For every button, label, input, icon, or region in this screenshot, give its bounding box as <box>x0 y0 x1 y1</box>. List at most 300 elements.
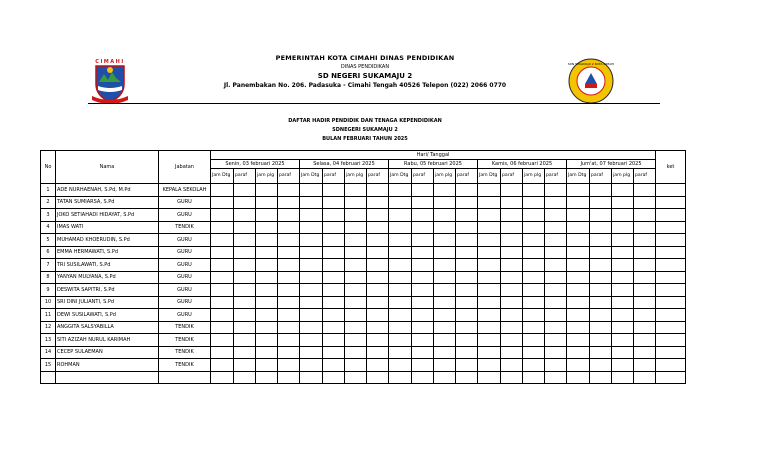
attendance-cell[interactable] <box>256 346 278 359</box>
attendance-cell[interactable] <box>211 321 234 334</box>
attendance-cell[interactable] <box>300 259 323 272</box>
attendance-cell[interactable] <box>612 296 634 309</box>
ket-cell[interactable] <box>656 271 686 284</box>
attendance-cell[interactable] <box>211 209 234 222</box>
attendance-cell[interactable] <box>300 359 323 372</box>
attendance-cell[interactable] <box>434 359 456 372</box>
attendance-cell[interactable] <box>590 371 612 384</box>
attendance-cell[interactable] <box>612 196 634 209</box>
attendance-cell[interactable] <box>545 334 567 347</box>
attendance-cell[interactable] <box>590 196 612 209</box>
attendance-cell[interactable] <box>478 246 501 259</box>
attendance-cell[interactable] <box>256 296 278 309</box>
attendance-cell[interactable] <box>278 271 300 284</box>
attendance-cell[interactable] <box>367 284 389 297</box>
attendance-cell[interactable] <box>345 284 367 297</box>
attendance-cell[interactable] <box>367 184 389 197</box>
attendance-cell[interactable] <box>434 234 456 247</box>
attendance-cell[interactable] <box>412 259 434 272</box>
attendance-cell[interactable] <box>412 296 434 309</box>
attendance-cell[interactable] <box>300 184 323 197</box>
attendance-cell[interactable] <box>478 371 501 384</box>
attendance-cell[interactable] <box>367 321 389 334</box>
attendance-cell[interactable] <box>412 359 434 372</box>
attendance-cell[interactable] <box>501 184 523 197</box>
attendance-cell[interactable] <box>545 284 567 297</box>
attendance-cell[interactable] <box>456 221 478 234</box>
attendance-cell[interactable] <box>256 259 278 272</box>
attendance-cell[interactable] <box>634 246 656 259</box>
attendance-cell[interactable] <box>256 271 278 284</box>
attendance-cell[interactable] <box>412 321 434 334</box>
attendance-cell[interactable] <box>256 284 278 297</box>
attendance-cell[interactable] <box>300 271 323 284</box>
attendance-cell[interactable] <box>456 359 478 372</box>
attendance-cell[interactable] <box>501 359 523 372</box>
attendance-cell[interactable] <box>567 234 590 247</box>
attendance-cell[interactable] <box>345 196 367 209</box>
attendance-cell[interactable] <box>434 271 456 284</box>
attendance-cell[interactable] <box>234 309 256 322</box>
attendance-cell[interactable] <box>234 221 256 234</box>
attendance-cell[interactable] <box>612 184 634 197</box>
attendance-cell[interactable] <box>278 346 300 359</box>
attendance-cell[interactable] <box>456 196 478 209</box>
attendance-cell[interactable] <box>345 359 367 372</box>
attendance-cell[interactable] <box>345 246 367 259</box>
attendance-cell[interactable] <box>345 321 367 334</box>
attendance-cell[interactable] <box>367 234 389 247</box>
attendance-cell[interactable] <box>434 209 456 222</box>
attendance-cell[interactable] <box>389 334 412 347</box>
attendance-cell[interactable] <box>456 184 478 197</box>
attendance-cell[interactable] <box>501 371 523 384</box>
attendance-cell[interactable] <box>478 196 501 209</box>
attendance-cell[interactable] <box>590 259 612 272</box>
attendance-cell[interactable] <box>478 221 501 234</box>
attendance-cell[interactable] <box>412 196 434 209</box>
attendance-cell[interactable] <box>456 284 478 297</box>
attendance-cell[interactable] <box>478 309 501 322</box>
attendance-cell[interactable] <box>478 184 501 197</box>
attendance-cell[interactable] <box>523 284 545 297</box>
attendance-cell[interactable] <box>478 334 501 347</box>
attendance-cell[interactable] <box>545 359 567 372</box>
ket-cell[interactable] <box>656 221 686 234</box>
attendance-cell[interactable] <box>456 246 478 259</box>
attendance-cell[interactable] <box>590 184 612 197</box>
attendance-cell[interactable] <box>278 284 300 297</box>
attendance-cell[interactable] <box>278 221 300 234</box>
attendance-cell[interactable] <box>456 321 478 334</box>
attendance-cell[interactable] <box>389 234 412 247</box>
attendance-cell[interactable] <box>323 259 345 272</box>
attendance-cell[interactable] <box>211 259 234 272</box>
attendance-cell[interactable] <box>389 209 412 222</box>
attendance-cell[interactable] <box>367 359 389 372</box>
attendance-cell[interactable] <box>300 371 323 384</box>
attendance-cell[interactable] <box>300 284 323 297</box>
attendance-cell[interactable] <box>434 284 456 297</box>
attendance-cell[interactable] <box>412 284 434 297</box>
ket-cell[interactable] <box>656 321 686 334</box>
attendance-cell[interactable] <box>634 196 656 209</box>
attendance-cell[interactable] <box>323 221 345 234</box>
attendance-cell[interactable] <box>456 309 478 322</box>
attendance-cell[interactable] <box>367 196 389 209</box>
attendance-cell[interactable] <box>300 309 323 322</box>
attendance-cell[interactable] <box>367 296 389 309</box>
attendance-cell[interactable] <box>389 246 412 259</box>
attendance-cell[interactable] <box>523 309 545 322</box>
attendance-cell[interactable] <box>412 221 434 234</box>
attendance-cell[interactable] <box>278 309 300 322</box>
attendance-cell[interactable] <box>590 284 612 297</box>
attendance-cell[interactable] <box>211 371 234 384</box>
attendance-cell[interactable] <box>323 196 345 209</box>
attendance-cell[interactable] <box>590 296 612 309</box>
attendance-cell[interactable] <box>612 221 634 234</box>
attendance-cell[interactable] <box>545 209 567 222</box>
attendance-cell[interactable] <box>300 221 323 234</box>
attendance-cell[interactable] <box>501 271 523 284</box>
attendance-cell[interactable] <box>634 209 656 222</box>
attendance-cell[interactable] <box>523 209 545 222</box>
attendance-cell[interactable] <box>234 259 256 272</box>
attendance-cell[interactable] <box>256 359 278 372</box>
attendance-cell[interactable] <box>456 259 478 272</box>
attendance-cell[interactable] <box>567 371 590 384</box>
attendance-cell[interactable] <box>323 321 345 334</box>
attendance-cell[interactable] <box>345 271 367 284</box>
attendance-cell[interactable] <box>523 221 545 234</box>
attendance-cell[interactable] <box>345 334 367 347</box>
attendance-cell[interactable] <box>367 271 389 284</box>
attendance-cell[interactable] <box>567 321 590 334</box>
attendance-cell[interactable] <box>367 334 389 347</box>
attendance-cell[interactable] <box>567 259 590 272</box>
attendance-cell[interactable] <box>501 334 523 347</box>
attendance-cell[interactable] <box>412 271 434 284</box>
attendance-cell[interactable] <box>211 359 234 372</box>
attendance-cell[interactable] <box>434 184 456 197</box>
attendance-cell[interactable] <box>634 321 656 334</box>
ket-cell[interactable] <box>656 346 686 359</box>
attendance-cell[interactable] <box>256 196 278 209</box>
attendance-cell[interactable] <box>278 184 300 197</box>
attendance-cell[interactable] <box>389 296 412 309</box>
attendance-cell[interactable] <box>501 221 523 234</box>
attendance-cell[interactable] <box>323 346 345 359</box>
attendance-cell[interactable] <box>367 209 389 222</box>
attendance-cell[interactable] <box>389 346 412 359</box>
attendance-cell[interactable] <box>523 359 545 372</box>
attendance-cell[interactable] <box>389 196 412 209</box>
attendance-cell[interactable] <box>278 196 300 209</box>
attendance-cell[interactable] <box>567 221 590 234</box>
attendance-cell[interactable] <box>612 271 634 284</box>
attendance-cell[interactable] <box>478 209 501 222</box>
attendance-cell[interactable] <box>612 321 634 334</box>
attendance-cell[interactable] <box>412 334 434 347</box>
attendance-cell[interactable] <box>345 346 367 359</box>
attendance-cell[interactable] <box>501 209 523 222</box>
attendance-cell[interactable] <box>567 246 590 259</box>
ket-cell[interactable] <box>656 246 686 259</box>
attendance-cell[interactable] <box>434 346 456 359</box>
ket-cell[interactable] <box>656 371 686 384</box>
attendance-cell[interactable] <box>567 184 590 197</box>
attendance-cell[interactable] <box>567 359 590 372</box>
attendance-cell[interactable] <box>545 371 567 384</box>
attendance-cell[interactable] <box>256 321 278 334</box>
attendance-cell[interactable] <box>612 309 634 322</box>
attendance-cell[interactable] <box>234 321 256 334</box>
attendance-cell[interactable] <box>478 271 501 284</box>
attendance-cell[interactable] <box>545 296 567 309</box>
attendance-cell[interactable] <box>389 309 412 322</box>
attendance-cell[interactable] <box>523 196 545 209</box>
ket-cell[interactable] <box>656 209 686 222</box>
attendance-cell[interactable] <box>300 334 323 347</box>
attendance-cell[interactable] <box>345 296 367 309</box>
attendance-cell[interactable] <box>323 209 345 222</box>
attendance-cell[interactable] <box>256 221 278 234</box>
attendance-cell[interactable] <box>345 221 367 234</box>
attendance-cell[interactable] <box>278 246 300 259</box>
attendance-cell[interactable] <box>211 346 234 359</box>
attendance-cell[interactable] <box>278 334 300 347</box>
attendance-cell[interactable] <box>412 184 434 197</box>
attendance-cell[interactable] <box>300 246 323 259</box>
attendance-cell[interactable] <box>567 284 590 297</box>
attendance-cell[interactable] <box>412 209 434 222</box>
attendance-cell[interactable] <box>478 346 501 359</box>
attendance-cell[interactable] <box>590 359 612 372</box>
attendance-cell[interactable] <box>345 371 367 384</box>
attendance-cell[interactable] <box>612 284 634 297</box>
attendance-cell[interactable] <box>456 209 478 222</box>
attendance-cell[interactable] <box>456 371 478 384</box>
attendance-cell[interactable] <box>434 259 456 272</box>
attendance-cell[interactable] <box>211 284 234 297</box>
attendance-cell[interactable] <box>211 221 234 234</box>
attendance-cell[interactable] <box>545 271 567 284</box>
attendance-cell[interactable] <box>323 234 345 247</box>
attendance-cell[interactable] <box>300 209 323 222</box>
attendance-cell[interactable] <box>389 271 412 284</box>
attendance-cell[interactable] <box>234 334 256 347</box>
attendance-cell[interactable] <box>590 234 612 247</box>
attendance-cell[interactable] <box>389 284 412 297</box>
attendance-cell[interactable] <box>278 259 300 272</box>
attendance-cell[interactable] <box>345 209 367 222</box>
attendance-cell[interactable] <box>456 334 478 347</box>
attendance-cell[interactable] <box>634 284 656 297</box>
attendance-cell[interactable] <box>634 346 656 359</box>
attendance-cell[interactable] <box>256 234 278 247</box>
attendance-cell[interactable] <box>590 309 612 322</box>
attendance-cell[interactable] <box>523 296 545 309</box>
attendance-cell[interactable] <box>501 346 523 359</box>
attendance-cell[interactable] <box>612 371 634 384</box>
attendance-cell[interactable] <box>345 259 367 272</box>
attendance-cell[interactable] <box>567 334 590 347</box>
attendance-cell[interactable] <box>256 309 278 322</box>
attendance-cell[interactable] <box>256 371 278 384</box>
attendance-cell[interactable] <box>545 221 567 234</box>
attendance-cell[interactable] <box>367 259 389 272</box>
attendance-cell[interactable] <box>278 296 300 309</box>
attendance-cell[interactable] <box>211 309 234 322</box>
ket-cell[interactable] <box>656 296 686 309</box>
attendance-cell[interactable] <box>634 259 656 272</box>
attendance-cell[interactable] <box>367 309 389 322</box>
attendance-cell[interactable] <box>523 371 545 384</box>
ket-cell[interactable] <box>656 259 686 272</box>
attendance-cell[interactable] <box>612 359 634 372</box>
attendance-cell[interactable] <box>234 359 256 372</box>
attendance-cell[interactable] <box>211 246 234 259</box>
attendance-cell[interactable] <box>389 321 412 334</box>
attendance-cell[interactable] <box>211 196 234 209</box>
attendance-cell[interactable] <box>478 359 501 372</box>
attendance-cell[interactable] <box>389 359 412 372</box>
attendance-cell[interactable] <box>323 284 345 297</box>
ket-cell[interactable] <box>656 196 686 209</box>
attendance-cell[interactable] <box>567 196 590 209</box>
attendance-cell[interactable] <box>278 209 300 222</box>
attendance-cell[interactable] <box>345 234 367 247</box>
attendance-cell[interactable] <box>234 284 256 297</box>
attendance-cell[interactable] <box>545 309 567 322</box>
attendance-cell[interactable] <box>567 309 590 322</box>
attendance-cell[interactable] <box>323 309 345 322</box>
attendance-cell[interactable] <box>211 271 234 284</box>
attendance-cell[interactable] <box>523 321 545 334</box>
attendance-cell[interactable] <box>478 259 501 272</box>
attendance-cell[interactable] <box>501 309 523 322</box>
attendance-cell[interactable] <box>412 371 434 384</box>
attendance-cell[interactable] <box>501 296 523 309</box>
attendance-cell[interactable] <box>256 246 278 259</box>
attendance-cell[interactable] <box>278 371 300 384</box>
attendance-cell[interactable] <box>234 246 256 259</box>
attendance-cell[interactable] <box>278 359 300 372</box>
attendance-cell[interactable] <box>234 346 256 359</box>
attendance-cell[interactable] <box>367 221 389 234</box>
ket-cell[interactable] <box>656 359 686 372</box>
ket-cell[interactable] <box>656 334 686 347</box>
attendance-cell[interactable] <box>590 221 612 234</box>
attendance-cell[interactable] <box>278 234 300 247</box>
ket-cell[interactable] <box>656 284 686 297</box>
attendance-cell[interactable] <box>634 359 656 372</box>
ket-cell[interactable] <box>656 309 686 322</box>
attendance-cell[interactable] <box>634 271 656 284</box>
attendance-cell[interactable] <box>434 309 456 322</box>
attendance-cell[interactable] <box>434 196 456 209</box>
attendance-cell[interactable] <box>478 321 501 334</box>
attendance-cell[interactable] <box>434 296 456 309</box>
attendance-cell[interactable] <box>523 246 545 259</box>
attendance-cell[interactable] <box>300 234 323 247</box>
attendance-cell[interactable] <box>590 334 612 347</box>
attendance-cell[interactable] <box>300 321 323 334</box>
attendance-cell[interactable] <box>634 184 656 197</box>
attendance-cell[interactable] <box>345 184 367 197</box>
attendance-cell[interactable] <box>501 196 523 209</box>
attendance-cell[interactable] <box>234 371 256 384</box>
attendance-cell[interactable] <box>612 246 634 259</box>
attendance-cell[interactable] <box>501 259 523 272</box>
attendance-cell[interactable] <box>434 246 456 259</box>
attendance-cell[interactable] <box>523 271 545 284</box>
attendance-cell[interactable] <box>478 234 501 247</box>
attendance-cell[interactable] <box>634 309 656 322</box>
attendance-cell[interactable] <box>612 209 634 222</box>
attendance-cell[interactable] <box>523 334 545 347</box>
attendance-cell[interactable] <box>256 184 278 197</box>
attendance-cell[interactable] <box>389 259 412 272</box>
attendance-cell[interactable] <box>545 234 567 247</box>
attendance-cell[interactable] <box>634 334 656 347</box>
attendance-cell[interactable] <box>478 284 501 297</box>
attendance-cell[interactable] <box>590 209 612 222</box>
attendance-cell[interactable] <box>389 184 412 197</box>
attendance-cell[interactable] <box>478 296 501 309</box>
attendance-cell[interactable] <box>545 259 567 272</box>
attendance-cell[interactable] <box>590 271 612 284</box>
attendance-cell[interactable] <box>234 196 256 209</box>
attendance-cell[interactable] <box>501 321 523 334</box>
attendance-cell[interactable] <box>234 271 256 284</box>
attendance-cell[interactable] <box>234 234 256 247</box>
attendance-cell[interactable] <box>456 296 478 309</box>
attendance-cell[interactable] <box>434 334 456 347</box>
attendance-cell[interactable] <box>211 234 234 247</box>
attendance-cell[interactable] <box>367 246 389 259</box>
attendance-cell[interactable] <box>389 371 412 384</box>
attendance-cell[interactable] <box>434 321 456 334</box>
attendance-cell[interactable] <box>612 234 634 247</box>
attendance-cell[interactable] <box>323 271 345 284</box>
attendance-cell[interactable] <box>634 296 656 309</box>
attendance-cell[interactable] <box>612 346 634 359</box>
attendance-cell[interactable] <box>523 259 545 272</box>
attendance-cell[interactable] <box>634 234 656 247</box>
attendance-cell[interactable] <box>323 334 345 347</box>
attendance-cell[interactable] <box>256 209 278 222</box>
attendance-cell[interactable] <box>634 221 656 234</box>
attendance-cell[interactable] <box>434 371 456 384</box>
attendance-cell[interactable] <box>501 246 523 259</box>
attendance-cell[interactable] <box>300 296 323 309</box>
attendance-cell[interactable] <box>545 184 567 197</box>
attendance-cell[interactable] <box>612 259 634 272</box>
attendance-cell[interactable] <box>300 346 323 359</box>
attendance-cell[interactable] <box>590 246 612 259</box>
attendance-cell[interactable] <box>323 296 345 309</box>
attendance-cell[interactable] <box>323 184 345 197</box>
attendance-cell[interactable] <box>412 234 434 247</box>
attendance-cell[interactable] <box>567 209 590 222</box>
attendance-cell[interactable] <box>211 334 234 347</box>
attendance-cell[interactable] <box>211 184 234 197</box>
attendance-cell[interactable] <box>612 334 634 347</box>
attendance-cell[interactable] <box>367 346 389 359</box>
attendance-cell[interactable] <box>501 284 523 297</box>
